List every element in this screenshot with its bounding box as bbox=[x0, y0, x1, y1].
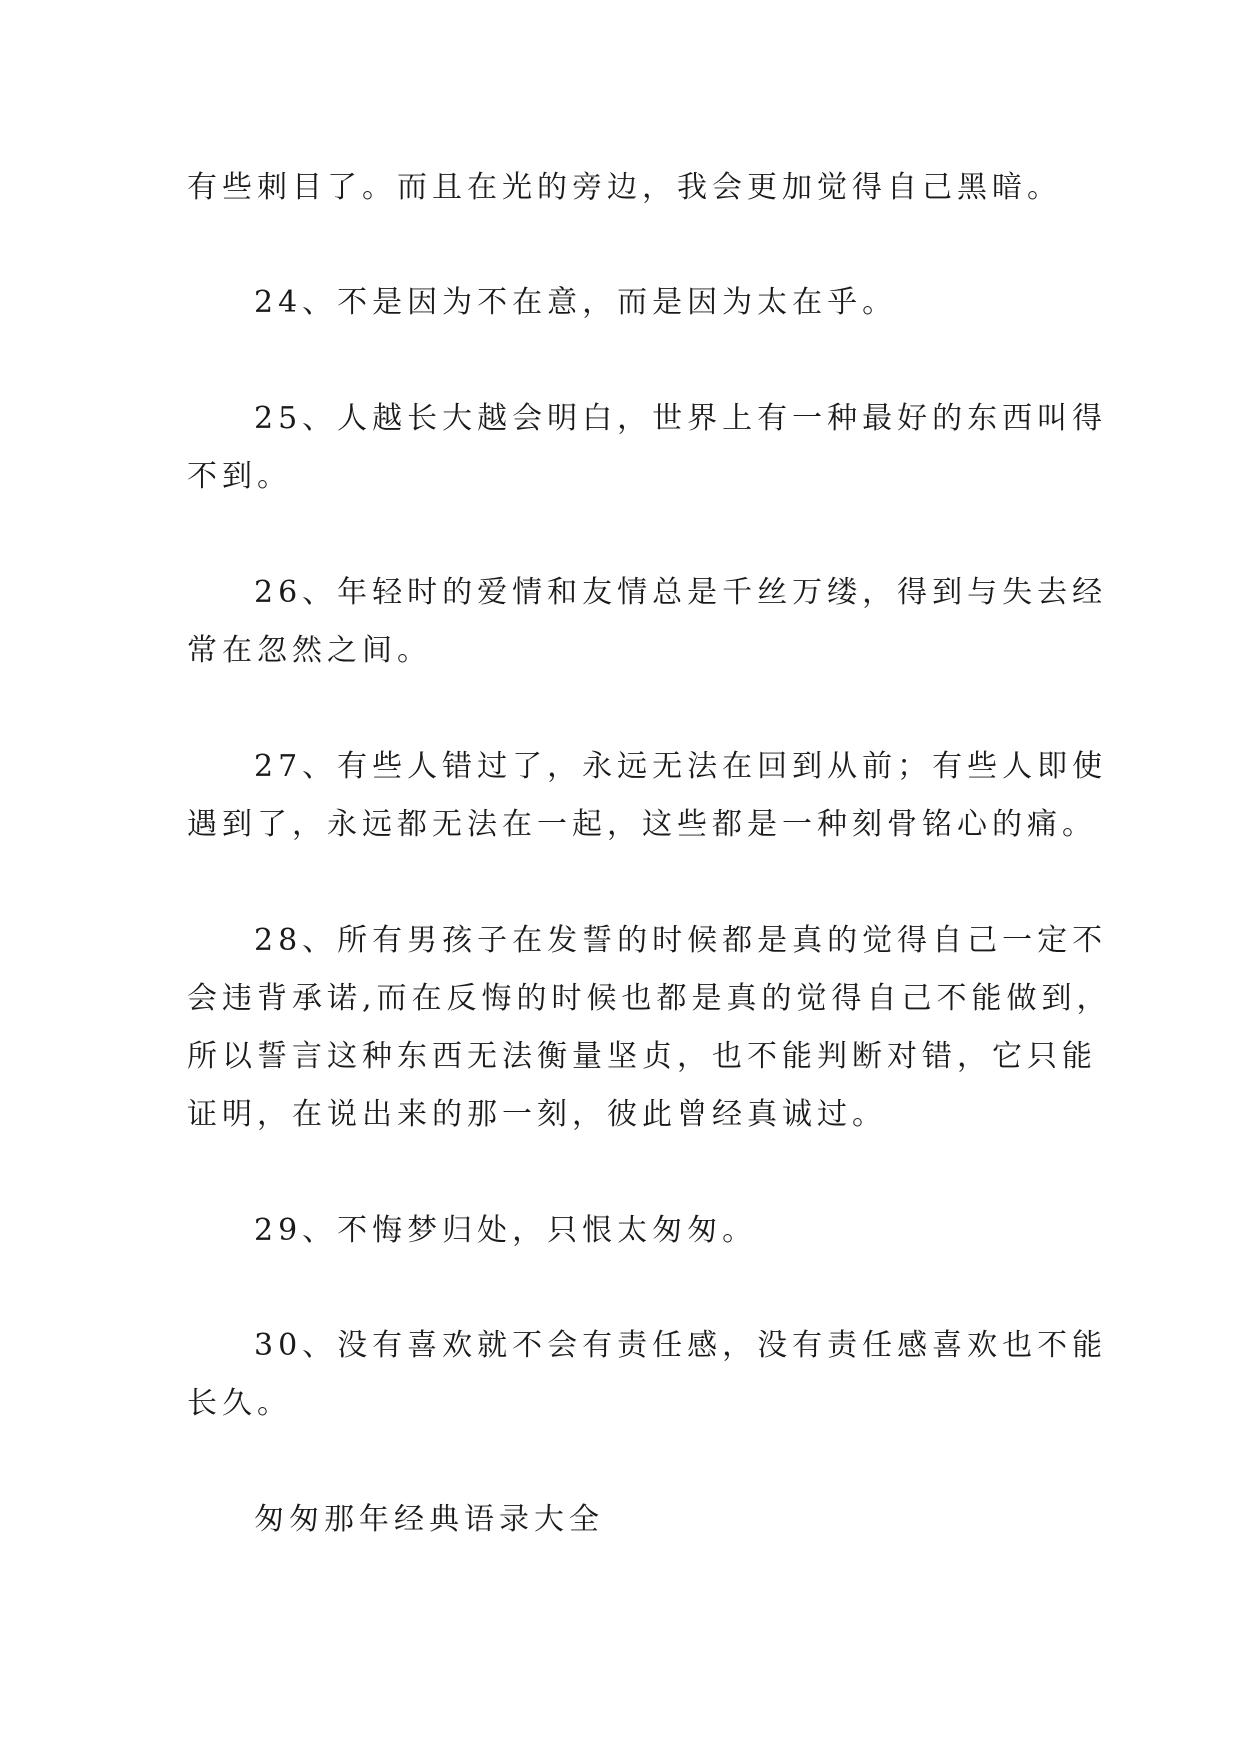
paragraph-26-line-2: 常在忽然之间。 bbox=[187, 633, 432, 668]
paragraph-30-line-2: 长久。 bbox=[187, 1386, 292, 1421]
paragraph-28-line-4: 证明，在说出来的那一刻，彼此曾经真诚过。 bbox=[187, 1097, 887, 1132]
paragraph-25-line-2: 不到。 bbox=[187, 459, 292, 494]
paragraph-26-line-1: 26、年轻时的爱情和友情总是千丝万缕，得到与失去经 bbox=[254, 575, 1108, 610]
paragraph-28-line-3: 所以誓言这种东西无法衡量坚贞，也不能判断对错，它只能 bbox=[187, 1039, 1097, 1074]
paragraph-27-line-1: 27、有些人错过了，永远无法在回到从前；有些人即使 bbox=[254, 749, 1108, 784]
paragraph-30-line-1: 30、没有喜欢就不会有责任感，没有责任感喜欢也不能 bbox=[254, 1328, 1108, 1363]
paragraph-29: 29、不悔梦归处，只恨太匆匆。 bbox=[254, 1213, 758, 1248]
paragraph-24: 24、不是因为不在意，而是因为太在乎。 bbox=[254, 285, 898, 320]
paragraph-28-line-2: 会违背承诺,而在反悔的时候也都是真的觉得自己不能做到， bbox=[187, 981, 1112, 1016]
paragraph-27-line-2: 遇到了，永远都无法在一起，这些都是一种刻骨铭心的痛。 bbox=[187, 807, 1097, 842]
paragraph-28-line-1: 28、所有男孩子在发誓的时候都是真的觉得自己一定不 bbox=[254, 923, 1108, 958]
paragraph-23-continuation: 有些刺目了。而且在光的旁边，我会更加觉得自己黑暗。 bbox=[187, 170, 1062, 205]
paragraph-25-line-1: 25、人越长大越会明白，世界上有一种最好的东西叫得 bbox=[254, 401, 1108, 436]
section-heading: 匆匆那年经典语录大全 bbox=[254, 1502, 604, 1537]
